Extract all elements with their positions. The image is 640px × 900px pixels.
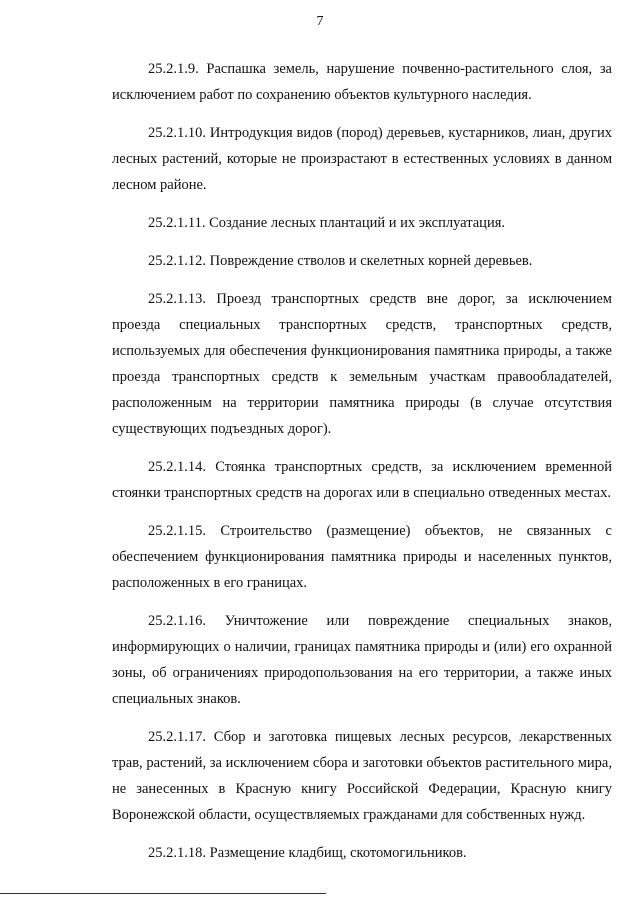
paragraph-25-2-1-17: 25.2.1.17. Сбор и заготовка пищевых лесных ресурсов, лекарственных трав, растений, за исключением сбора и заготовки объектов растительного мира, не занесенных в Красную книгу Российской Федерации, Красную книгу Воронежской области, осуществляемых гражданами для собственных нужд. <box>112 729 612 823</box>
paragraph-25-2-1-10: 25.2.1.10. Интродукция видов (пород) деревьев, кустарников, лиан, других лесных растений, которые не произрастают в естественных условиях в данном лесном районе. <box>112 125 612 193</box>
paragraph-25-2-1-14: 25.2.1.14. Стоянка транспортных средств, за исключением временной стоянки транспортных средств на дорогах или в специально отведенных местах. <box>112 459 612 501</box>
paragraph-25-2-1-12: 25.2.1.12. Повреждение стволов и скелетных корней деревьев. <box>148 253 533 269</box>
paragraph-25-2-1-9: 25.2.1.9. Распашка земель, нарушение почвенно-растительного слоя, за исключением работ по сохранению объектов культурного наследия. <box>112 61 612 103</box>
paragraph-25-2-1-15: 25.2.1.15. Строительство (размещение) объектов, не связанных с обеспечением функционирования памятника природы и населенных пунктов, расположенных в его границах. <box>112 523 612 591</box>
paragraph-25-2-1-11: 25.2.1.11. Создание лесных плантаций и их эксплуатация. <box>148 215 505 231</box>
paragraph-25-2-1-18: 25.2.1.18. Размещение кладбищ, скотомогильников. <box>148 845 467 861</box>
paragraph-25-2-1-16: 25.2.1.16. Уничтожение или повреждение специальных знаков, информирующих о наличии, границах памятника природы и (или) его охранной зоны, об ограничениях природопользования на его территории, а также иных специальных знаков. <box>112 613 612 707</box>
paragraph-25-2-1-13: 25.2.1.13. Проезд транспортных средств вне дорог, за исключением проезда специальных транспортных средств, транспортных средств, используемых для обеспечения функционирования памятника природы, а также проезда транспортных средств к земельным участкам правообладателей, расположенным на территории памятника природы (в случае отсутствия существующих подъездных дорог). <box>112 291 612 437</box>
page-number: 7 <box>316 14 324 29</box>
bottom-divider <box>0 893 326 894</box>
document-body <box>112 56 612 878</box>
